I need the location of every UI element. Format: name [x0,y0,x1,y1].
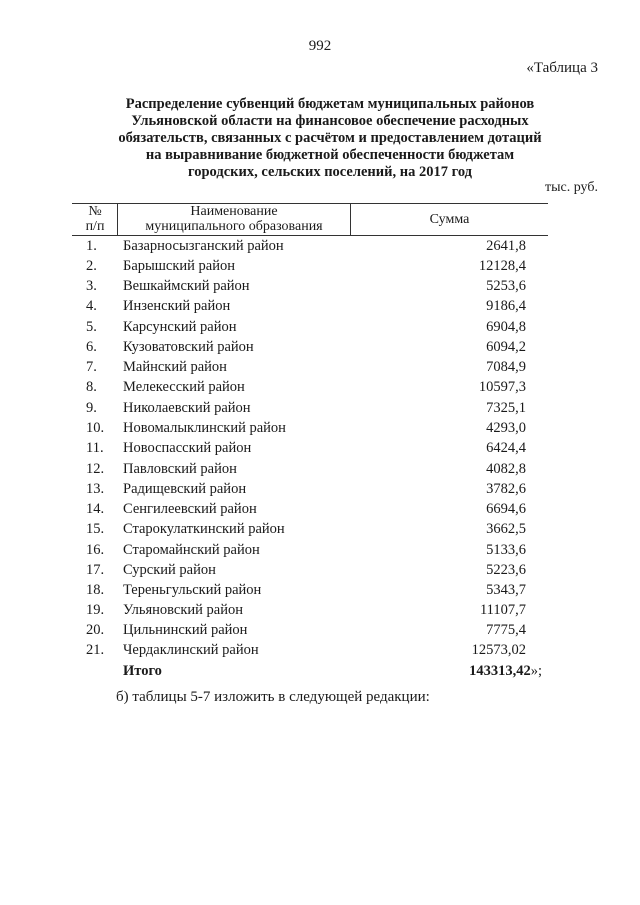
row-name: Сурский район [123,562,216,578]
row-amount: 11107,7 [479,602,526,618]
row-amount: 6094,2 [486,339,526,355]
header-num [74,204,116,234]
total-suffix: »; [530,663,542,679]
row-name: Сенгилеевский район [123,501,257,517]
header-name-line1: Наименование [190,204,278,219]
row-name: Павловский район [123,461,237,477]
row-name: Майнский район [123,359,227,375]
row-amount: 5223,6 [486,562,526,578]
row-name: Новоспасский район [123,440,252,456]
row-name: Старокулаткинский район [123,521,285,537]
row-name: Базарносызганский район [123,238,284,254]
row-amount: 7084,9 [486,359,526,375]
row-amount: 5253,6 [486,278,526,294]
row-number: 11. [86,440,104,456]
row-amount: 10597,3 [478,379,526,395]
table-row [0,400,640,420]
row-number: 2. [86,258,97,274]
row-amount: 7775,4 [486,622,526,638]
row-number: 14. [86,501,105,517]
table-row [0,319,640,339]
row-number: 10. [86,420,105,436]
header-amount: Сумма [429,212,470,227]
row-amount: 6424,4 [486,440,526,456]
row-amount: 4082,8 [486,461,526,477]
table-row [0,521,640,541]
row-name: Вешкаймский район [123,278,250,294]
row-amount: 4293,0 [486,420,526,436]
header-bottom-rule [72,235,548,236]
table-row [0,542,640,562]
row-name: Чердаклинский район [123,642,259,658]
header-name-line2: муниципального образования [145,219,323,234]
table-row [0,298,640,318]
table-row [0,258,640,278]
row-amount: 12128,4 [478,258,526,274]
row-number: 9. [86,400,97,416]
total-amount: 143313,42 [469,663,531,679]
table-row [0,420,640,440]
row-amount: 3662,5 [486,521,526,537]
row-number: 5. [86,319,97,335]
row-amount: 6904,8 [486,319,526,335]
row-amount: 7325,1 [486,400,526,416]
table-row [0,238,640,258]
row-amount: 2641,8 [486,238,526,254]
row-number: 7. [86,359,97,375]
title-line: Распределение субвенций бюджетам муниципальных районов [125,96,535,112]
table-row [0,379,640,399]
row-number: 21. [86,642,105,658]
table-row [0,359,640,379]
row-amount: 12573,02 [471,642,526,658]
total-label: Итого [123,663,162,679]
row-amount: 3782,6 [486,481,526,497]
row-name: Тереньгульский район [123,582,262,598]
row-number: 15. [86,521,105,537]
row-name: Николаевский район [123,400,251,416]
row-number: 17. [86,562,105,578]
row-name: Старомайнский район [123,542,260,558]
row-number: 13. [86,481,105,497]
footer-text: б) таблицы 5-7 изложить в следующей редакции: [116,689,430,705]
row-name: Радищевский район [123,481,247,497]
header-name [118,204,350,234]
header-num-line2: п/п [85,219,105,234]
row-number: 12. [86,461,105,477]
table-row [0,481,640,501]
row-number: 18. [86,582,105,598]
table-row [0,582,640,602]
row-name: Инзенский район [123,298,231,314]
row-number: 19. [86,602,105,618]
row-number: 3. [86,278,97,294]
header-num-line1: № [88,204,102,219]
table-row [0,622,640,642]
row-amount: 9186,4 [486,298,526,314]
title-line: обязательств, связанных с расчётом и предоставлением дотаций [118,130,542,146]
title-line: на выравнивание бюджетной обеспеченности бюджетам [145,147,515,163]
row-name: Барышский район [123,258,235,274]
row-number: 1. [86,238,97,254]
page-number: 992 [308,38,332,54]
row-amount: 5133,6 [486,542,526,558]
unit-label: тыс. руб. [545,180,598,195]
row-amount: 5343,7 [486,582,526,598]
table-row [0,501,640,521]
row-amount: 6694,6 [486,501,526,517]
row-number: 6. [86,339,97,355]
row-number: 4. [86,298,97,314]
table-row [0,461,640,481]
table-row [0,602,640,622]
row-number: 20. [86,622,105,638]
row-name: Новомалыклинский район [123,420,286,436]
table-row [0,642,640,662]
total-row [0,663,640,683]
table-row [0,440,640,460]
row-name: Ульяновский район [123,602,244,618]
table-label: «Таблица 3 [526,60,598,76]
row-number: 16. [86,542,105,558]
row-name: Кузоватовский район [123,339,254,355]
table-row [0,562,640,582]
total-amount-group [469,663,542,680]
row-number: 8. [86,379,97,395]
row-name: Мелекесский район [123,379,245,395]
row-name: Карсунский район [123,319,237,335]
table-row [0,278,640,298]
table-row [0,339,640,359]
title-line: Ульяновской области на финансовое обеспечение расходных [131,113,529,129]
document-title [95,96,565,181]
row-name: Цильнинский район [123,622,248,638]
title-line: городских, сельских поселений, на 2017 год [187,164,472,180]
